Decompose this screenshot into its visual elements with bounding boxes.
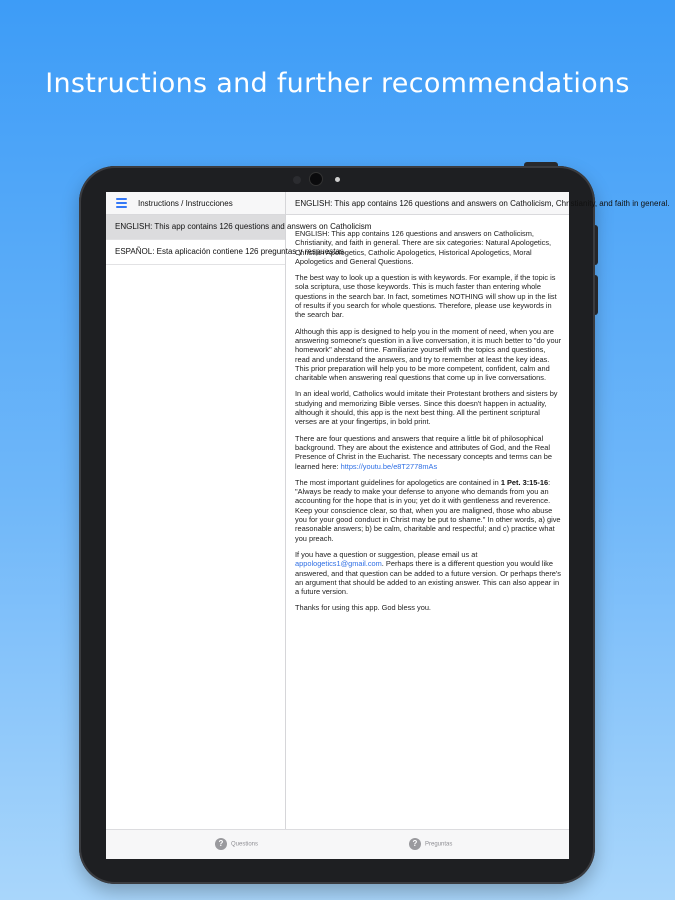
tab-preguntas[interactable] bbox=[409, 838, 452, 850]
paragraph-intro: ENGLISH: This app contains 126 questions and answers on Catholicism, Christianity, and faith in general. There are six categories: Natural Apologetics, Christian Apologetics, Catholic Apologetics, Historical Apologetics, Moral Apologetics and General Questions. bbox=[295, 229, 552, 266]
tab-questions-label: Questions bbox=[231, 841, 259, 848]
list-item-espanol[interactable]: ESPAÑOL: Esta aplicación contiene 126 preguntas y respuestas bbox=[106, 240, 285, 265]
paragraph-philosophy bbox=[295, 434, 562, 471]
contact-rest: . Perhaps there is a different question you would like answered, and that question can be added to a future version. Or perhaps there's an argument that should be added to an existing answer. This can also appear in a future version. bbox=[295, 559, 562, 597]
menu-icon[interactable] bbox=[116, 198, 127, 207]
camera-lens-icon bbox=[309, 172, 323, 186]
paragraph-keywords: The best way to look up a question is with keywords. For example, if the topic is sola scriptura, use those keywords. This is much faster than entering whole questions in the search bar. In fact, sometimes NOTHING will show up in the list of results if you search for whole questions. Therefore, please use keywords in the search bar. bbox=[295, 273, 557, 320]
sidebar-title: Instructions / Instrucciones bbox=[138, 199, 233, 208]
email-link[interactable]: appologetics1@gmail.com bbox=[295, 559, 382, 569]
guidelines-quote: : "Always be ready to make your defense to anyone who demands from you an accounting for the hope that is in you; yet do it with gentleness and reverence. Keep your conscience clear, so that, when you are maligned, those who abuse you for your good conduct in Christ may be put to shame." In other words, a) give reasonable answers; b) be calm, charitable and respectful; and c) practice what you preach. bbox=[295, 477, 561, 543]
paragraph-guidelines bbox=[295, 478, 562, 543]
guidelines-text: The most important guidelines for apologetics are contained in bbox=[295, 477, 501, 487]
detail-content bbox=[295, 229, 562, 620]
philosophy-text: There are four questions and answers that require a little bit of philosophical background. They are about the existence and attributes of God, and the Real Presence of Christ in the Eucharist. The necessary concepts and terms can be learned here: bbox=[295, 433, 553, 471]
tab-bar bbox=[106, 829, 569, 859]
navigation-bar bbox=[106, 192, 670, 215]
youtube-link[interactable]: https://youtu.be/e8T2778mAs bbox=[340, 461, 438, 471]
question-circle-icon: ? bbox=[409, 838, 421, 850]
list-item-english[interactable]: ENGLISH: This app contains 126 questions and answers on Catholicism bbox=[106, 215, 285, 240]
camera-light-icon bbox=[335, 177, 340, 182]
scripture-reference: 1 Pet. 3:15-16 bbox=[500, 477, 549, 487]
paragraph-thanks: Thanks for using this app. God bless you. bbox=[295, 603, 431, 613]
camera-sensor-icon bbox=[293, 176, 301, 184]
detail-title: ENGLISH: This app contains 126 questions and answers on Catholicism, Christianity, and faith in general. bbox=[295, 199, 670, 208]
contact-text: If you have a question or suggestion, please email us at bbox=[295, 549, 478, 559]
tab-questions[interactable] bbox=[215, 838, 258, 850]
paragraph-bible-verses: In an ideal world, Catholics would imitate their Protestant brothers and sisters by studying and memorizing Bible verses. Since this doesn't happen in actuality, although it should, this app is the next best thing. All the pertinent scriptural verses are at your fingertips, in bold print. bbox=[295, 389, 558, 427]
app-screen bbox=[106, 192, 670, 858]
paragraph-contact bbox=[295, 550, 562, 596]
tab-preguntas-label: Preguntas bbox=[425, 841, 453, 848]
headline: Instructions and further recommendations bbox=[45, 68, 630, 99]
split-divider bbox=[285, 192, 286, 858]
question-circle-icon: ? bbox=[215, 838, 227, 850]
sidebar-list bbox=[106, 215, 372, 265]
paragraph-homework: Although this app is designed to help you in the moment of need, when you are answering someone's question in a live conversation, it is much better to "do your homework" ahead of time. Familiarize yourself with the topics and questions, read and understand the answers, and try to remember at least the key ideas. This prior preparation will help you to be more competent, confident, calm and charitable when answering real questions that come up in live conversations. bbox=[295, 326, 562, 383]
